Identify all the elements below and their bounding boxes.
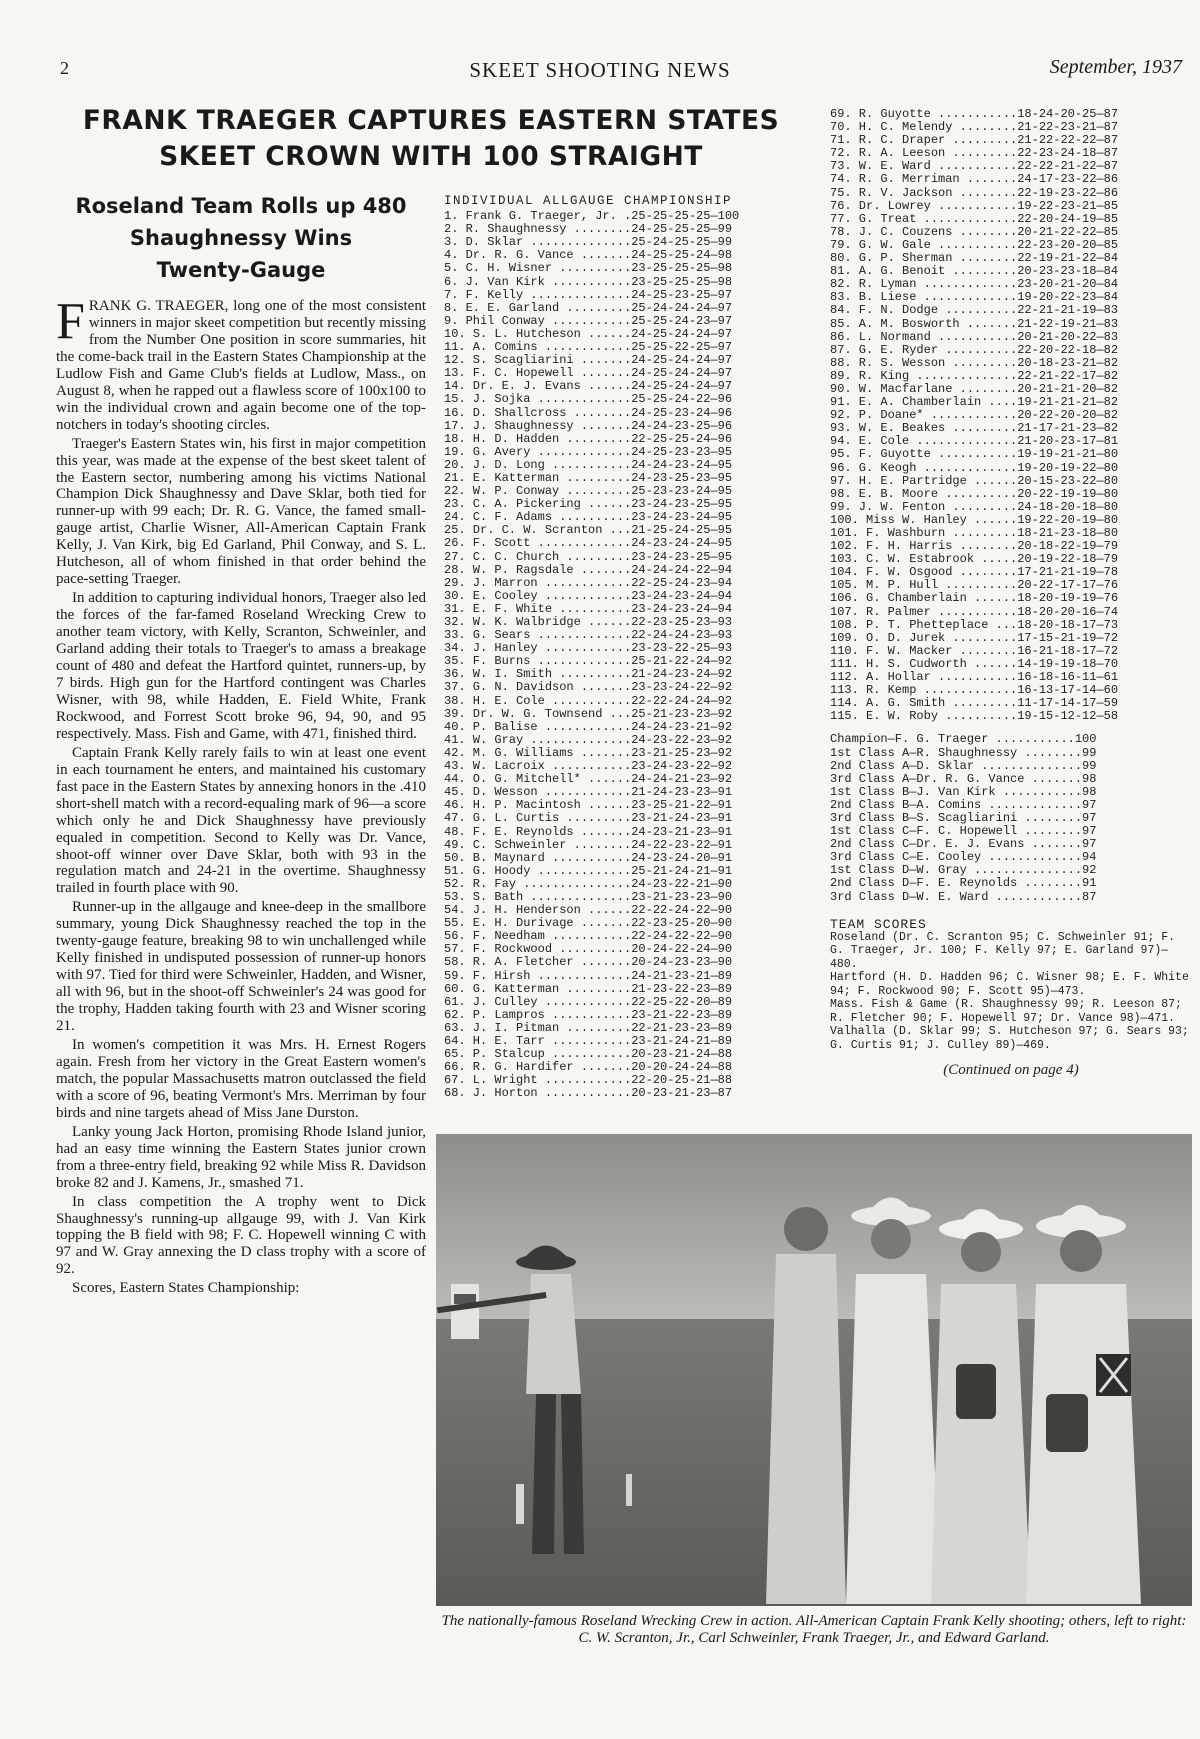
- class-winner-row: Champion—F. G. Traeger ...........100: [830, 733, 1097, 747]
- result-row: 106. G. Chamberlain ......18-20-19-19—76: [830, 592, 1119, 606]
- headline: [56, 103, 806, 175]
- magazine-title: SKEET SHOOTING NEWS: [469, 58, 731, 82]
- result-row: 16. D. Shallcross ........24-25-23-24—96: [444, 406, 733, 420]
- result-row: 14. Dr. E. J. Evans ......24-25-24-24—97: [444, 380, 733, 394]
- result-row: 99. J. W. Fenton .........24-18-20-18—80: [830, 500, 1119, 514]
- result-row: 68. J. Horton ............20-23-21-23—87: [444, 1087, 733, 1101]
- result-row: 3. D. Sklar ..............25-24-25-25—99: [444, 236, 733, 250]
- subheadline: [56, 190, 426, 286]
- result-row: 12. S. Scagliarini .......24-25-24-24—97: [444, 354, 733, 368]
- result-row: 33. G. Sears .............22-24-24-23—93: [444, 629, 733, 643]
- class-winner-row: 3rd Class D—W. E. Ward ............87: [830, 890, 1097, 904]
- result-row: 93. W. E. Beakes .........21-17-21-23—82: [830, 422, 1119, 436]
- article-body: [56, 293, 426, 1299]
- issue-date: September, 1937: [1049, 56, 1182, 78]
- result-row: 91. E. A. Chamberlain ....19-21-21-21—82: [830, 396, 1119, 410]
- result-row: 83. B. Liese .............19-20-22-23—84: [830, 291, 1119, 305]
- result-row: 21. E. Katterman .........24-23-25-23—95: [444, 471, 733, 485]
- result-row: 10. S. L. Hutcheson ......24-25-24-24—97: [444, 327, 733, 341]
- result-row: 110. F. W. Macker ........16-21-18-17—72: [830, 644, 1119, 658]
- result-row: 114. A. G. Smith .........11-17-14-17—59: [830, 697, 1119, 711]
- result-row: 18. H. D. Hadden .........22-25-25-24—96: [444, 432, 733, 446]
- result-row: 95. F. Guyotte ...........19-19-21-21—80: [830, 448, 1119, 462]
- result-row: 2. R. Shaughnessy ........24-25-25-25—99: [444, 223, 733, 237]
- result-row: 101. F. Washburn .........18-21-23-18—80: [830, 527, 1119, 540]
- result-row: 31. E. F. White ..........23-24-23-24—94: [444, 602, 733, 616]
- result-row: 27. C. C. Church .........23-24-23-25—95: [444, 550, 733, 564]
- result-row: 66. R. G. Hardifer .......20-20-24-24—88: [444, 1061, 733, 1075]
- result-row: 53. S. Bath ..............23-21-23-23—90: [444, 890, 733, 904]
- result-row: 7. F. Kelly ..............24-25-23-25—97: [444, 288, 733, 302]
- results-list: [830, 108, 1192, 723]
- result-row: 75. R. V. Jackson ........22-19-23-22—86: [830, 186, 1119, 200]
- result-row: 113. R. Kemp .............16-13-17-14—60: [830, 684, 1119, 698]
- result-row: 47. G. L. Curtis .........23-21-24-23—91: [444, 812, 733, 826]
- result-row: 103. C. W. Estabrook .....20-19-22-18—79: [830, 553, 1119, 567]
- results-column-1: [444, 195, 794, 1100]
- result-row: 34. J. Hanley ............23-23-22-25—93: [444, 642, 733, 656]
- result-row: 57. F. Rockwood ..........20-24-22-24—90: [444, 943, 733, 957]
- class-winner-row: 1st Class D—W. Gray ...............92: [830, 864, 1097, 878]
- class-winner-row: 2nd Class D—F. E. Reynolds ........91: [830, 877, 1097, 891]
- result-row: 11. A. Comins ............25-25-22-25—97: [444, 341, 733, 355]
- result-row: 76. Dr. Lowrey ...........19-22-23-21—85: [830, 199, 1119, 213]
- headline-line: SKEET CROWN WITH 100 STRAIGHT: [159, 141, 703, 172]
- class-winner-row: 3rd Class C—E. Cooley .............94: [830, 851, 1097, 865]
- result-row: 5. C. H. Wisner ..........23-25-25-25—98: [444, 262, 733, 276]
- class-winner-row: 3rd Class B—S. Scagliarini ........97: [830, 811, 1097, 825]
- result-row: 52. R. Fay ...............24-23-22-21—90: [444, 877, 733, 891]
- result-row: 70. H. C. Melendy ........21-22-23-21—87: [830, 121, 1119, 135]
- result-row: 96. G. Keogh .............19-20-19-22—80: [830, 461, 1119, 475]
- result-row: 20. J. D. Long ...........24-24-23-24—95: [444, 458, 733, 472]
- article-paragraph: Traeger's Eastern States win, his first in major competition this year, was made at the expense of the best skeet talent of the Eastern sector, numbering among his victims National Champion Dick Shaughnessy and Dave Sklar, both tied for runner-up with 99 each; Dr. R. G. Vance, the famed small-gauge artist, Charlie Wisner, All-American Captain Frank Kelly, J. Van Kirk, big Ed Garland, Phil Conway, and S. L. Hutcheson, all of whom finished in that order behind the pace-setting Traeger.: [56, 435, 426, 588]
- result-row: 17. J. Shaughnessy .......24-24-23-25—96: [444, 419, 733, 433]
- result-row: 42. M. G. Williams .......23-21-25-23—92: [444, 746, 733, 760]
- result-row: 92. P. Doane* ............20-22-20-20—82: [830, 409, 1119, 423]
- class-winners: [830, 733, 1192, 903]
- result-row: 48. F. E. Reynolds .......24-23-21-23—91: [444, 825, 733, 839]
- result-row: 77. G. Treat .............22-20-24-19—85: [830, 212, 1119, 226]
- class-winner-row: 3rd Class A—Dr. R. G. Vance .......98: [830, 772, 1097, 786]
- result-row: 109. O. D. Jurek .........17-15-21-19—72: [830, 631, 1119, 645]
- class-winner-row: 1st Class B—J. Van Kirk ...........98: [830, 785, 1097, 799]
- result-row: 50. B. Maynard ...........24-23-24-20—91: [444, 851, 733, 865]
- result-row: 98. E. B. Moore ..........20-22-19-19—80: [830, 487, 1119, 501]
- team-score-row: Valhalla (D. Sklar 99; S. Hutcheson 97; G. Sears 93; G. Curtis 91; J. Culley 89)—469.: [830, 1025, 1189, 1052]
- result-row: 49. C. Schweinler ........24-22-23-22—91: [444, 838, 733, 852]
- result-row: 9. Phil Conway ...........25-25-24-23—97: [444, 314, 733, 328]
- team-score-row: Hartford (H. D. Hadden 96; C. Wisner 98; E. F. White 94; F. Rockwood 90; F. Scott 95)—473.: [830, 971, 1189, 998]
- photo-roseland-crew: [436, 1134, 1192, 1606]
- article-paragraph: [56, 293, 426, 434]
- results-title: INDIVIDUAL ALLGAUGE CHAMPIONSHIP: [444, 194, 733, 208]
- result-row: 100. Miss W. Hanley ......19-22-20-19—80: [830, 513, 1119, 527]
- result-row: 60. G. Katterman .........21-23-22-23—89: [444, 982, 733, 996]
- result-row: 64. H. E. Tarr ...........23-21-24-21—89: [444, 1035, 733, 1048]
- drop-cap: F: [56, 293, 85, 350]
- result-row: 26. F. Scott .............24-23-24-24—95: [444, 537, 733, 551]
- result-row: 62. P. Lampros ...........23-21-22-23—89: [444, 1008, 733, 1022]
- result-row: 84. F. N. Dodge ..........22-21-21-19—83: [830, 304, 1119, 318]
- result-row: 79. G. W. Gale ...........22-23-20-20—85: [830, 238, 1119, 252]
- result-row: 8. E. E. Garland .........25-24-24-24—97: [444, 301, 733, 315]
- article-paragraph: In class competition the A trophy went to Dick Shaughnessy's running-up allgauge 99, with J. Van Kirk topping the B field with 98; F. C. Hopewell winning C with 97 and W. Gray annexing the D class trophy with a score of 92.: [56, 1193, 426, 1278]
- result-row: 112. A. Hollar ...........16-18-16-11—61: [830, 671, 1119, 685]
- article-paragraph: Runner-up in the allgauge and knee-deep in the smallbore summary, young Dick Shaughnessy reached the top in the twenty-gauge feature, breaking 98 to win unchallenged while Kelly finished in undisputed possession of runner-up honors with 97. Tied for third were Schweinler, Hadden, and Wisner, all with 96, but in the shoot-off Schweinler's 24 was good for the trophy, Hadden taking fourth with 23 and Wisner scoring 21.: [56, 899, 426, 1035]
- result-row: 61. J. Culley ............22-25-22-20—89: [444, 995, 733, 1009]
- team-score-row: Mass. Fish & Game (R. Shaughnessy 99; R. Leeson 87; R. Fletcher 90; F. Hopewell 97; Dr. Vance 98)—471.: [830, 998, 1182, 1025]
- result-row: 63. J. I. Pitman .........22-21-23-23—89: [444, 1021, 733, 1035]
- article-paragraph: Scores, Eastern States Championship:: [72, 1280, 300, 1297]
- result-row: 89. R. King ..............22-21-22-17—82: [830, 369, 1119, 383]
- result-row: 115. E. W. Roby ..........19-15-12-12—58: [830, 710, 1119, 724]
- result-row: 43. W. Lacroix ...........23-24-23-22—92: [444, 760, 733, 774]
- result-row: 54. J. H. Henderson ......22-22-24-22—90: [444, 904, 733, 918]
- subhead-line: Roseland Team Rolls up 480: [75, 194, 407, 218]
- result-row: 4. Dr. R. G. Vance .......24-25-25-24—98: [444, 249, 733, 263]
- result-row: 85. A. M. Bosworth .......21-22-19-21—83: [830, 317, 1119, 331]
- result-row: 86. L. Normand ...........20-21-20-22—83: [830, 330, 1119, 344]
- result-row: 108. P. T. Phetteplace ...18-20-18-17—73: [830, 618, 1119, 632]
- result-row: 15. J. Sojka .............25-25-24-22—96: [444, 393, 733, 407]
- result-row: 13. F. C. Hopewell .......24-25-24-24—97: [444, 367, 733, 381]
- class-winner-row: 2nd Class A—D. Sklar ..............99: [830, 759, 1097, 773]
- continued-note: (Continued on page 4): [943, 1062, 1079, 1079]
- result-row: 73. W. E. Ward ...........22-22-21-22—87: [830, 160, 1119, 174]
- result-row: 41. W. Gray ..............24-23-22-23—92: [444, 733, 733, 747]
- result-row: 51. G. Hoody .............25-21-24-21—91: [444, 864, 733, 878]
- article-paragraph: Lanky young Jack Horton, promising Rhode Island junior, had an easy time winning the Eastern States junior crown from a three-entry field, breaking 92 while Miss R. Davidson broke 82 and J. Kamens, Jr., smashed 71.: [56, 1123, 426, 1191]
- result-row: 107. R. Palmer ...........18-20-20-16—74: [830, 605, 1119, 619]
- result-row: 88. R. S. Wesson .........20-18-23-21—82: [830, 356, 1119, 370]
- result-row: 36. W. I. Smith ..........21-24-23-24—92: [444, 668, 733, 682]
- result-row: 74. R. G. Merriman .......24-17-23-22—86: [830, 173, 1119, 187]
- result-row: 58. R. A. Fletcher .......20-24-23-23—90: [444, 956, 733, 970]
- result-row: 65. P. Stalcup ...........20-23-21-24—88: [444, 1048, 733, 1062]
- result-row: 97. H. E. Partridge ......20-15-23-22—80: [830, 474, 1119, 488]
- result-row: 46. H. P. Macintosh ......23-25-21-22—91: [444, 799, 733, 813]
- results-column-2: [830, 108, 1192, 1077]
- headline-line: FRANK TRAEGER CAPTURES EASTERN STATES: [82, 105, 780, 136]
- team-scores-title: TEAM SCORES: [830, 916, 927, 932]
- result-row: 82. R. Lyman .............23-20-21-20—84: [830, 278, 1119, 292]
- paragraph-text: RANK G. TRAEGER, long one of the most consistent winners in major skeet competition but recently missing from the Number One position in score summaries, hit the come-back trail in the Eastern States Championship at the Ludlow Fish and Game Club's fields at Ludlow, Mass., on August 8, when he rapped out a flawless score of 100x100 to win the individual crown and again become one of the top-notchers in today's shooting circles.: [56, 298, 426, 433]
- result-row: 59. F. Hirsh .............24-21-23-21—89: [444, 969, 733, 983]
- result-row: 30. E. Cooley ............23-24-23-24—94: [444, 589, 733, 603]
- class-winner-row: 2nd Class C—Dr. E. J. Evans .......97: [830, 838, 1097, 852]
- photo-caption: The nationally-famous Roseland Wrecking Crew in action. All-American Captain Frank Kelly shooting; others, left to right: C. W. Scranton, Jr., Carl Schweinler, Frank Traeger, Jr., and Edward Garland.: [441, 1613, 1187, 1646]
- result-row: 39. Dr. W. G. Townsend ...25-21-23-23—92: [444, 707, 733, 721]
- result-row: 44. O. G. Mitchell* ......24-24-21-23—92: [444, 773, 733, 787]
- result-row: 45. D. Wesson ............21-24-23-23—91: [444, 786, 733, 800]
- result-row: 37. G. N. Davidson .......23-23-24-22—92: [444, 681, 733, 695]
- result-row: 29. J. Marron ............22-25-24-23—94: [444, 576, 733, 590]
- result-row: 105. M. P. Hull ..........20-22-17-17—76: [830, 579, 1119, 593]
- result-row: 111. H. S. Cudworth ......14-19-19-18—70: [830, 657, 1119, 671]
- result-row: 71. R. C. Draper .........21-22-22-22—87: [830, 134, 1119, 148]
- result-row: 72. R. A. Leeson .........22-23-24-18—87: [830, 147, 1119, 161]
- result-row: 1. Frank G. Traeger, Jr. .25-25-25-25—100: [444, 210, 740, 224]
- class-winner-row: 1st Class A—R. Shaughnessy ........99: [830, 746, 1097, 760]
- article-paragraph: In women's competition it was Mrs. H. Ernest Rogers again. Fresh from her victory in the Great Eastern women's match, the popular Massachusetts matron outclassed the field with a score of 96, beating Vermont's Mrs. Merriman by four birds and nine targets ahead of Miss Jane Durston.: [56, 1036, 426, 1121]
- result-row: 19. G. Avery .............24-25-23-23—95: [444, 445, 733, 459]
- result-row: 69. R. Guyotte ...........18-24-20-25—87: [830, 108, 1119, 121]
- results-list: [444, 210, 794, 1100]
- result-row: 90. W. Macfarlane ........20-21-21-20—82: [830, 382, 1119, 396]
- result-row: 80. G. P. Sherman ........22-19-21-22—84: [830, 252, 1119, 266]
- result-row: 67. L. Wright ............22-20-25-21—88: [444, 1074, 733, 1088]
- result-row: 87. G. E. Ryder ..........22-20-22-18—82: [830, 343, 1119, 357]
- result-row: 56. F. Needham ...........22-24-22-22—90: [444, 930, 733, 944]
- subhead-line: Twenty-Gauge: [156, 258, 326, 282]
- result-row: 35. F. Burns .............25-21-22-24—92: [444, 655, 733, 669]
- team-score-row: Roseland (Dr. C. Scranton 95; C. Schweinler 91; F. G. Traeger, Jr. 100; F. Kelly 97; E. Garland 97)—480.: [830, 930, 1176, 971]
- result-row: 102. F. H. Harris ........20-18-22-19—79: [830, 540, 1119, 554]
- result-row: 22. W. P. Conway .........25-23-23-24—95: [444, 485, 733, 499]
- result-row: 104. F. W. Osgood ........17-21-21-19—78: [830, 566, 1119, 580]
- page-number: 2: [60, 58, 69, 78]
- result-row: 32. W. K. Walbridge ......22-23-25-23—93: [444, 616, 733, 629]
- photo-illustration: [436, 1134, 1192, 1606]
- result-row: 81. A. G. Benoit .........20-23-23-18—84: [830, 265, 1119, 279]
- team-scores: [830, 931, 1192, 1053]
- result-row: 23. C. A. Pickering ......23-24-23-25—95: [444, 498, 733, 512]
- result-row: 40. P. Balise ............24-24-23-21—92: [444, 720, 733, 734]
- article-paragraph: In addition to capturing individual honors, Traeger also led the forces of the far-famed Roseland Wrecking Crew to another team victory, with Kelly, Scranton, Schweinler, and Garland adding their totals to Traeger's to amass a breakage count of 480 and defeat the Hartford quintet, runners-up, by 7 birds. High gun for the Hartford contingent was Charles Wisner, with 98, while Hadden, E. Field White, Frank Rockwood, and Forrest Scott broke 96, 94, 90, and 95 respectively. Mass. Fish and Game, with 471, finished third.: [56, 590, 426, 742]
- result-row: 24. C. F. Adams ..........23-24-23-24—95: [444, 511, 733, 525]
- result-row: 28. W. P. Ragsdale .......24-24-24-22—94: [444, 563, 733, 577]
- result-row: 78. J. C. Couzens ........20-21-22-22—85: [830, 225, 1119, 239]
- class-winner-row: 2nd Class B—A. Comins .............97: [830, 798, 1097, 812]
- class-winner-row: 1st Class C—F. C. Hopewell ........97: [830, 825, 1097, 839]
- article-paragraph: Captain Frank Kelly rarely fails to win at least one event in each tournament he enters, and maintained his customary fast pace in the Eastern States by annexing honors in the .410 short-shell match with a record-equaling mark of 96—a score which only he and Dick Shaughnessy have previously equaled in competition. Second to Kelly was Dr. Vance, shoot-off winner over Dave Sklar, both with 93 in the regulation match and 24-21 in the overtime. Shaughnessy trailed in fourth place with 90.: [56, 744, 426, 897]
- subhead-line: Shaughnessy Wins: [129, 226, 353, 250]
- result-row: 55. E. H. Durivage .......22-23-25-20—90: [444, 917, 733, 931]
- result-row: 94. E. Cole ..............21-20-23-17—81: [830, 435, 1119, 449]
- result-row: 25. Dr. C. W. Scranton ...21-25-24-25—95: [444, 524, 733, 538]
- result-row: 6. J. Van Kirk ...........23-25-25-25—98: [444, 275, 733, 289]
- result-row: 38. H. E. Cole ...........22-22-24-24—92: [444, 694, 733, 708]
